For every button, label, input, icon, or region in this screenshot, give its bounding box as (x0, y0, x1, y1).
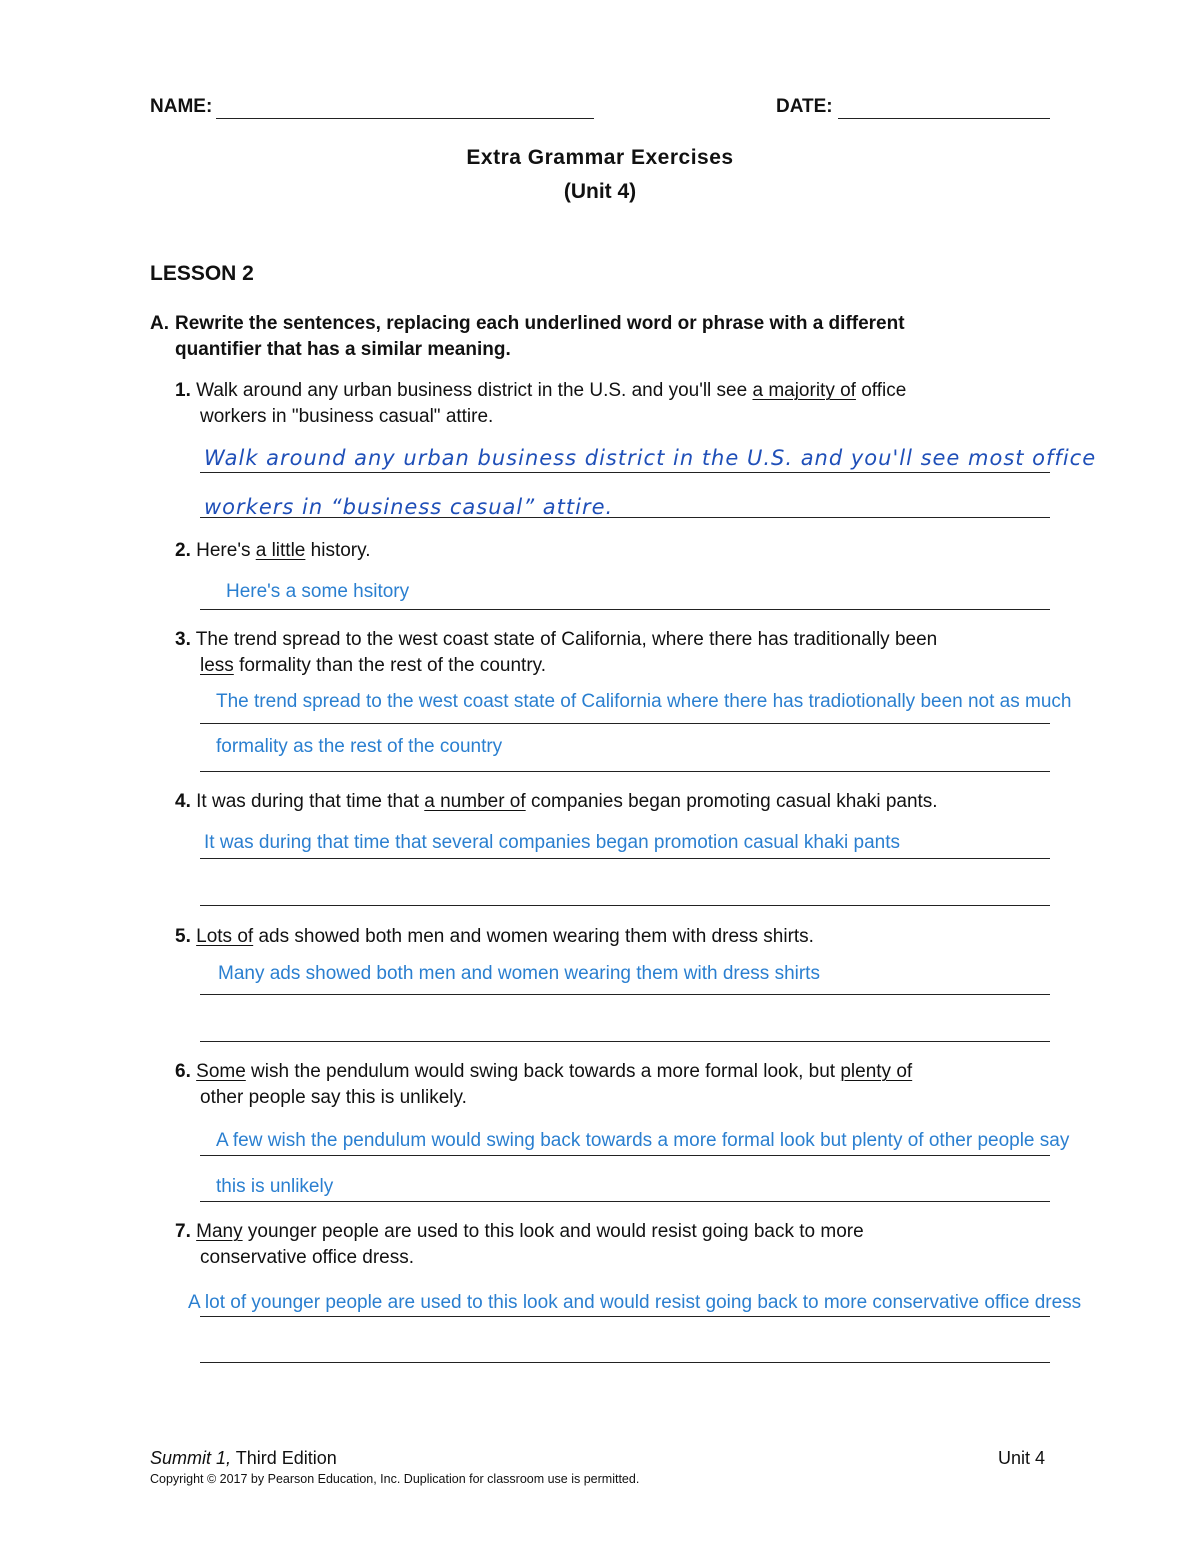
question-text: younger people are used to this look and would resist going back to more (242, 1221, 864, 1242)
question-text: history. (305, 540, 371, 561)
question-2 (175, 538, 370, 564)
answer-line[interactable] (200, 994, 1050, 995)
question-5 (175, 924, 814, 950)
question-text: It was during that time that (196, 791, 425, 812)
underlined-phrase: Many (196, 1221, 243, 1242)
name-line[interactable] (216, 118, 594, 119)
question-text: Walk around any urban business district in the U.S. and you'll see (196, 380, 753, 401)
question-7-line2: conservative office dress. (200, 1247, 415, 1268)
footer-book (150, 1448, 337, 1469)
question-1-line2: workers in "business casual" attire. (200, 406, 494, 427)
question-number: 5. (175, 926, 191, 947)
underlined-phrase: plenty of (840, 1061, 913, 1082)
answer-line[interactable] (200, 1201, 1050, 1202)
answer-line[interactable] (200, 905, 1050, 906)
question-text: office (855, 380, 907, 401)
footer-unit: Unit 4 (998, 1448, 1046, 1468)
answer-line[interactable] (200, 1362, 1050, 1363)
question-6 (175, 1059, 912, 1085)
question-4 (175, 789, 938, 815)
question-number: 1. (175, 380, 191, 401)
answer-line[interactable] (200, 472, 1050, 473)
section-instruction-line2: quantifier that has a similar meaning. (175, 339, 511, 360)
answer-line[interactable] (200, 1041, 1050, 1042)
footer-copyright: Copyright © 2017 by Pearson Education, Inc. Duplication for classroom use is permitted. (150, 1472, 640, 1486)
question-number: 6. (175, 1061, 191, 1082)
question-number: 3. (175, 629, 191, 650)
question-text: ads showed both men and women wearing them with dress shirts. (253, 926, 814, 947)
answer-1-line1: Walk around any urban business district in the U.S. and you'll see most office (204, 446, 1097, 470)
answer-line[interactable] (200, 1155, 1050, 1156)
answer-5-line1: Many ads showed both men and women wearing them with dress shirts (218, 963, 820, 984)
underlined-phrase: a majority of (752, 380, 856, 401)
answer-line[interactable] (200, 609, 1050, 610)
answer-6-line2: this is unlikely (216, 1176, 334, 1197)
question-text: companies began promoting casual khaki pants. (525, 791, 938, 812)
answer-4-line1: It was during that time that several companies began promotion casual khaki pants (204, 832, 900, 853)
page-subtitle: (Unit 4) (563, 180, 637, 203)
underlined-phrase: a little (255, 540, 306, 561)
answer-2-line1: Here's a some hsitory (226, 581, 410, 602)
answer-line[interactable] (200, 517, 1050, 518)
question-number: 7. (175, 1221, 191, 1242)
question-7 (175, 1219, 864, 1245)
date-line[interactable] (838, 118, 1050, 119)
question-number: 4. (175, 791, 191, 812)
question-6-line2: other people say this is unlikely. (200, 1087, 467, 1108)
underlined-phrase: Lots of (196, 926, 254, 947)
answer-3-line2: formality as the rest of the country (216, 736, 503, 757)
name-label: NAME: (150, 96, 213, 117)
answer-7-line1: A lot of younger people are used to this look and would resist going back to more conservative office dress (188, 1292, 1082, 1313)
answer-line[interactable] (200, 723, 1050, 724)
underlined-phrase: Some (196, 1061, 246, 1082)
section-letter: A. (150, 313, 169, 334)
question-1 (175, 378, 906, 404)
underlined-phrase: a number of (424, 791, 526, 812)
section-instruction-line1: Rewrite the sentences, replacing each underlined word or phrase with a different (175, 313, 905, 334)
answer-1-line2: workers in “business casual” attire. (204, 495, 614, 519)
date-label: DATE: (776, 96, 833, 117)
footer-edition: Third Edition (231, 1448, 337, 1468)
question-text: Here's (196, 540, 256, 561)
lesson-heading: LESSON 2 (150, 262, 254, 285)
answer-line[interactable] (200, 771, 1050, 772)
answer-6-line1: A few wish the pendulum would swing back towards a more formal look but plenty of other people say (216, 1130, 1070, 1151)
question-3-line2 (200, 653, 546, 679)
question-number: 2. (175, 540, 191, 561)
question-3 (175, 627, 937, 653)
question-text: formality than the rest of the country. (233, 655, 547, 676)
answer-line[interactable] (200, 858, 1050, 859)
footer-book-title: Summit 1, (150, 1448, 232, 1468)
question-text: wish the pendulum would swing back towards a more formal look, but (245, 1061, 841, 1082)
answer-line[interactable] (200, 1316, 1050, 1317)
answer-3-line1: The trend spread to the west coast state of California where there has tradiotionally been not as much (216, 691, 1072, 712)
page-title: Extra Grammar Exercises (466, 146, 734, 169)
question-text: The trend spread to the west coast state of California, where there has traditionally been (195, 629, 938, 650)
underlined-phrase: less (200, 655, 234, 676)
